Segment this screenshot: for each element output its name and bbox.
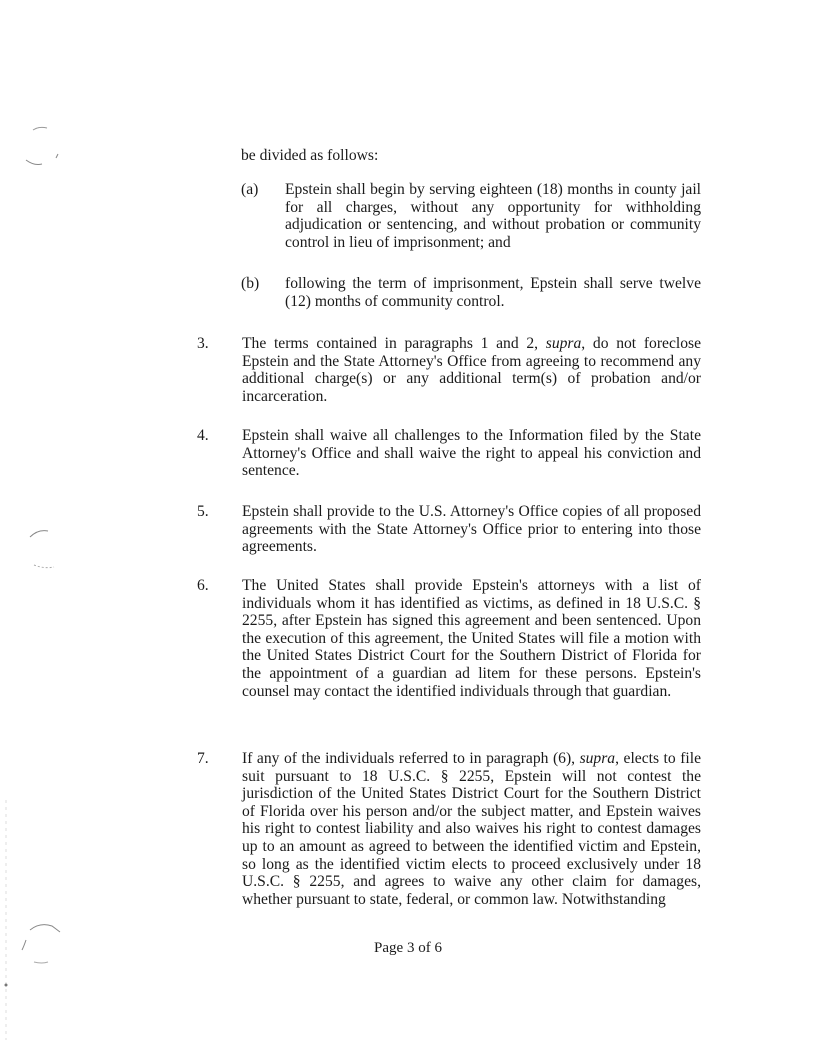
subitem-label: (b): [241, 275, 260, 292]
subitem-text: following the term of imprisonment, Epstein shall serve twelve (12) months of community control.: [285, 275, 701, 310]
paragraph-text: The United States shall provide Epstein's attorneys with a list of individuals whom it has identified as victims, as defined in 18 U.S.C. § 2255, after Epstein has signed this agreement and been sentenced. Upon the execution of this agreement, the United States will file a motion with the United States District Court for the Southern District of Florida for the appointment of a guardian ad litem for these persons. Epstein's counsel may contact the identified individuals through that guardian.: [242, 577, 701, 700]
paragraph-number: 3.: [197, 335, 209, 352]
paragraph-text: [242, 335, 701, 405]
subitem-label: (a): [241, 181, 259, 198]
subitem-a: [241, 181, 701, 251]
page-number: Page 3 of 6: [374, 940, 442, 956]
emphasis: supra: [579, 750, 616, 767]
scan-marks: [0, 0, 90, 1056]
paragraph-3: [197, 335, 701, 405]
paragraph-6: [197, 577, 701, 700]
paragraph-text: [242, 750, 701, 908]
text-run: The terms contained in paragraphs 1 and 2,: [242, 335, 546, 352]
subitem-text: Epstein shall begin by serving eighteen (18) months in county jail for all charges, without any opportunity for withholding adjudication or sentencing, and without probation or community control in lieu of imprisonment; and: [285, 181, 701, 251]
text-run: , elects to file suit pursuant to 18 U.S.C. § 2255, Epstein will not contest the jurisdiction of the United States District Court for the Southern District of Florida over his person and/or the subject matter, and Epstein waives his right to contest liability and also waives his right to contest damages up to an amount as agreed to between the identified victim and Epstein, so long as the identified victim elects to proceed exclusively under 18 U.S.C. § 2255, and agrees to waive any other claim for damages, whether pursuant to state, federal, or common law. Notwithstanding: [242, 750, 701, 908]
subitem-b: [241, 275, 701, 310]
text-run: , do not foreclose Epstein and the State Attorney's Office from agreeing to recommend any additional charge(s) or any additional term(s) of probation and/or incarceration.: [242, 335, 702, 405]
paragraph-number: 4.: [197, 427, 209, 444]
intro-line: be divided as follows:: [241, 147, 379, 164]
paragraph-7: [197, 750, 701, 908]
paragraph-5: [197, 503, 701, 556]
paragraph-number: 5.: [197, 503, 209, 520]
text-run: If any of the individuals referred to in paragraph (6),: [242, 750, 580, 767]
paragraph-number: 7.: [197, 750, 209, 767]
paragraph-text: Epstein shall provide to the U.S. Attorney's Office copies of all proposed agreements with the State Attorney's Office prior to entering into those agreements.: [242, 503, 701, 556]
paragraph-number: 6.: [197, 577, 209, 594]
paragraph-4: [197, 427, 701, 480]
paragraph-text: Epstein shall waive all challenges to the Information filed by the State Attorney's Office and shall waive the right to appeal his conviction and sentence.: [242, 427, 701, 480]
emphasis: supra: [545, 335, 582, 352]
